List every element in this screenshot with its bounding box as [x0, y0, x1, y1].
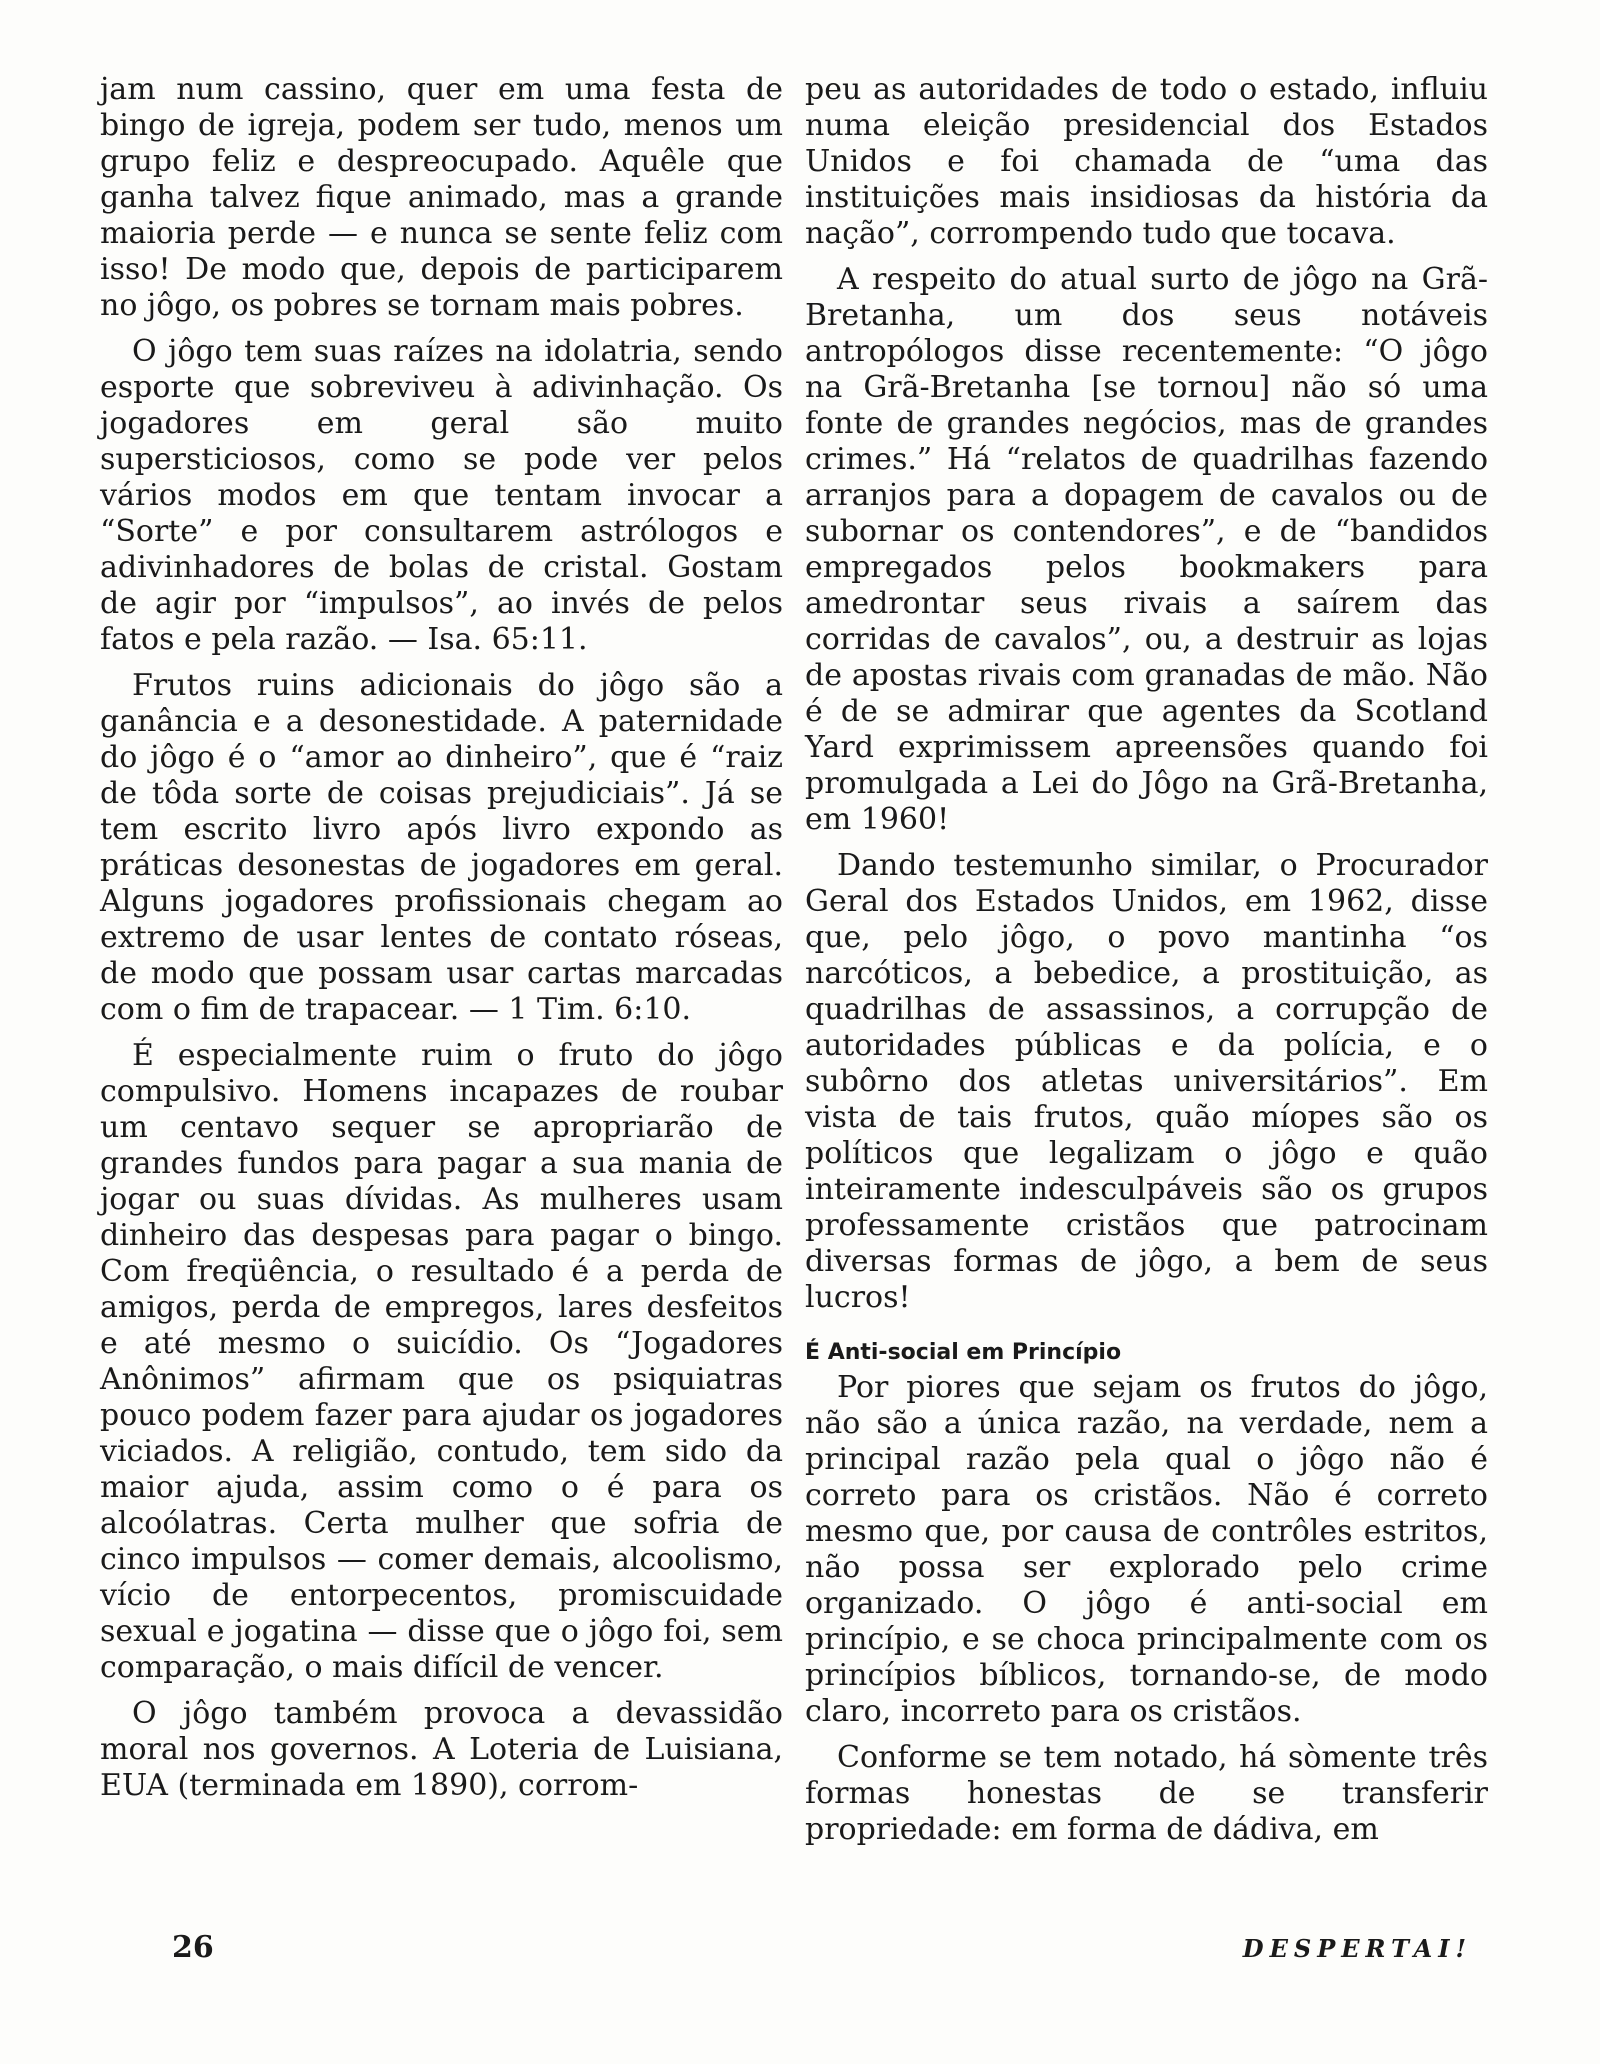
paragraph: peu as autoridades de todo o estado, influiu numa eleição presidencial dos Estados Unidos e foi chamada de “uma das instituições mais insidiosas da história da nação”, corrompendo tudo que tocava. — [805, 72, 1488, 251]
paragraph: Por piores que sejam os frutos do jôgo, não são a única razão, na verdade, nem a principal razão pela qual o jôgo não é correto para os cristãos. Não é correto mesmo que, por causa de contrôles estritos, não possa ser explorado pelo crime organizado. O jôgo é anti-social em princípio, e se choca principalmente com os princípios bíblicos, tornando-se, de modo claro, incorreto para os cristãos. — [805, 1370, 1488, 1729]
paragraph: Conforme se tem notado, há sòmente três formas honestas de se transferir propriedade: em forma de dádiva, em — [805, 1740, 1488, 1847]
page-number: 26 — [172, 1930, 214, 1965]
section-subheading: É Anti-social em Princípio — [805, 1340, 1122, 1365]
left-column — [100, 72, 783, 1814]
paragraph: O jôgo também provoca a devassidão moral nos governos. A Loteria de Luisiana, EUA (terminada em 1890), corrom- — [100, 1696, 783, 1803]
paragraph: Frutos ruins adicionais do jôgo são a ganância e a desonestidade. A paternidade do jôgo é o “amor ao dinheiro”, que é “raiz de tôda sorte de coisas prejudiciais”. Já se tem escrito livro após livro expondo as práticas desonestas de jogadores em geral. Alguns jogadores profissionais chegam ao extremo de usar lentes de contato róseas, de modo que possam usar cartas marcadas com o fim de trapacear. — 1 Tim. 6:10. — [100, 668, 783, 1027]
magazine-name: DESPERTAI! — [1242, 1934, 1472, 1963]
paragraph: O jôgo tem suas raízes na idolatria, sendo esporte que sobreviveu à adivinhação. Os jogadores em geral são muito supersticiosos, como se pode ver pelos vários modos em que tentam invocar a “Sorte” e por consultarem astrólogos e adivinhadores de bolas de cristal. Gostam de agir por “impulsos”, ao invés de pelos fatos e pela razão. — Isa. 65:11. — [100, 334, 783, 657]
right-column — [805, 72, 1488, 1858]
paragraph: Dando testemunho similar, o Procurador Geral dos Estados Unidos, em 1962, disse que, pelo jôgo, o povo mantinha “os narcóticos, a bebedice, a prostituição, as quadrilhas de assassinos, a corrupção de autoridades públicas e da polícia, e o subôrno dos atletas universitários”. Em vista de tais frutos, quão míopes são os políticos que legalizam o jôgo e quão inteiramente indesculpáveis são os grupos professamente cristãos que patrocinam diversas formas de jôgo, a bem de seus lucros! — [805, 848, 1488, 1315]
paragraph: jam num cassino, quer em uma festa de bingo de igreja, podem ser tudo, menos um grupo feliz e despreocupado. Aquêle que ganha talvez fique animado, mas a grande maioria perde — e nunca se sente feliz com isso! De modo que, depois de participarem no jôgo, os pobres se tornam mais pobres. — [100, 72, 783, 323]
paragraph: É especialmente ruim o fruto do jôgo compulsivo. Homens incapazes de roubar um centavo sequer se apropriarão de grandes fundos para pagar a sua mania de jogar ou suas dívidas. As mulheres usam dinheiro das despesas para pagar o bingo. Com freqüência, o resultado é a perda de amigos, perda de empregos, lares desfeitos e até mesmo o suicídio. Os “Jogadores Anônimos” afirmam que os psiquiatras pouco podem fazer para ajudar os jogadores viciados. A religião, contudo, tem sido da maior ajuda, assim como o é para os alcoólatras. Certa mulher que sofria de cinco impulsos — comer demais, alcoolismo, vício de entorpecentos, promiscuidade sexual e jogatina — disse que o jôgo foi, sem comparação, o mais difícil de vencer. — [100, 1038, 783, 1685]
paragraph: A respeito do atual surto de jôgo na Grã-Bretanha, um dos seus notáveis antropólogos disse recentemente: “O jôgo na Grã-Bretanha [se tornou] não só uma fonte de grandes negócios, mas de grandes crimes.” Há “relatos de quadrilhas fazendo arranjos para a dopagem de cavalos ou de subornar os contendores”, e de “bandidos empregados pelos bookmakers para amedrontar seus rivais a saírem das corridas de cavalos”, ou, a destruir as lojas de apostas rivais com granadas de mão. Não é de se admirar que agentes da Scotland Yard exprimissem apreensões quando foi promulgada a Lei do Jôgo na Grã-Bretanha, em 1960! — [805, 262, 1488, 837]
